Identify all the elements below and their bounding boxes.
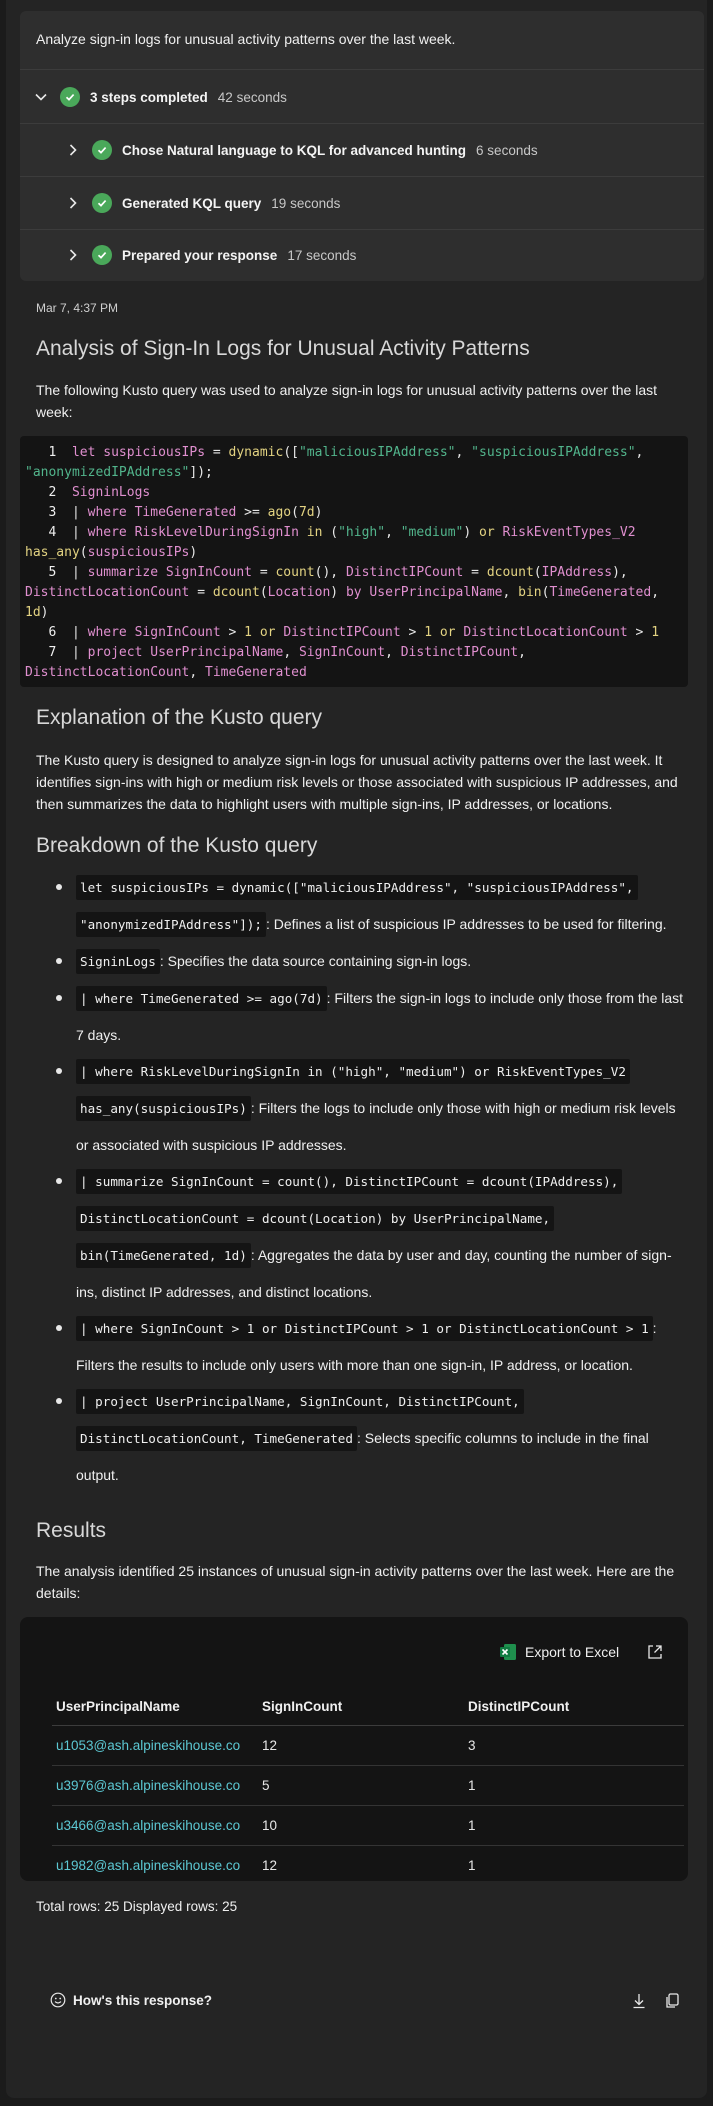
breakdown-list bbox=[36, 869, 686, 1493]
user-prompt: Analyze sign-in logs for unusual activity patterns over the last week. bbox=[36, 31, 456, 47]
code-line: 7 | project UserPrincipalName, SignInCount, DistinctIPCount, DistinctLocationCount, TimeGenerated bbox=[25, 645, 526, 680]
code-line: 5 | summarize SignInCount = count(), DistinctIPCount = dcount(IPAddress), DistinctLocationCount = dcount(Location) by UserPrincipalName, bin(TimeGenerated, 1d) bbox=[25, 565, 660, 620]
check-circle-icon bbox=[60, 87, 80, 107]
table-cell: 12 bbox=[258, 1725, 464, 1765]
chevron-right-icon[interactable] bbox=[66, 143, 80, 157]
step-row[interactable] bbox=[20, 124, 704, 176]
list-item-text: : Aggregates the data by user and day, counting the number of sign-ins, distinct IP addresses, and distinct locations. bbox=[76, 1247, 672, 1300]
kql-code-block[interactable] bbox=[20, 436, 688, 687]
steps-summary-label: 3 steps completed bbox=[90, 89, 208, 105]
user-link[interactable]: u1053@ash.alpineskihouse.co bbox=[52, 1725, 258, 1765]
intro-text: The following Kusto query was used to analyze sign-in logs for unusual activity patterns over the last week: bbox=[36, 382, 657, 420]
excel-icon bbox=[498, 1642, 518, 1662]
list-item-text: : Filters the logs to include only those with high or medium risk levels or associated with suspicious IP addresses. bbox=[76, 1100, 676, 1153]
list-item bbox=[36, 1163, 686, 1310]
table-row bbox=[52, 1765, 684, 1805]
inline-code: | where SignInCount > 1 or DistinctIPCount > 1 or DistinctLocationCount > 1 bbox=[76, 1316, 653, 1341]
user-link[interactable]: u1982@ash.alpineskihouse.co bbox=[56, 1857, 241, 1873]
check-circle-icon bbox=[92, 140, 112, 160]
list-item-text: : Defines a list of suspicious IP addresses to be used for filtering. bbox=[265, 916, 667, 932]
step-label: Prepared your response bbox=[122, 247, 278, 263]
step-row[interactable] bbox=[20, 229, 704, 281]
code-line: 4 | where RiskLevelDuringSignIn in ("high", "medium") or RiskEventTypes_V2 has_any(suspiciousIPs) bbox=[25, 525, 636, 560]
step-time: 6 seconds bbox=[476, 142, 538, 158]
export-label: Export to Excel bbox=[525, 1644, 620, 1660]
steps-summary-row[interactable] bbox=[20, 71, 704, 123]
heading-results: Results bbox=[36, 1519, 107, 1542]
list-item-text: : Filters the results to include only users with more than one sign-in, IP address, or location. bbox=[76, 1320, 657, 1373]
total-rows-text: Total rows: 25 Displayed rows: 25 bbox=[36, 1899, 238, 1914]
list-item bbox=[36, 943, 686, 980]
table-cell: 3 bbox=[464, 1725, 684, 1765]
inline-code: let suspiciousIPs = dynamic(["maliciousIPAddress", "suspiciousIPAddress", "anonymizedIPAddress"]); bbox=[76, 875, 638, 937]
user-link[interactable]: u3976@ash.alpineskihouse.co bbox=[52, 1765, 258, 1805]
table-cell: 10 bbox=[258, 1805, 464, 1845]
list-item bbox=[36, 869, 686, 943]
explanation-text: The Kusto query is designed to analyze sign-in logs for unusual activity patterns over the last week. It identifies sign-ins with high or medium risk levels or those associated with suspicious IP addresses, and then summarizes the data to highlight users with multiple sign-ins, IP addresses, or locations. bbox=[36, 752, 678, 812]
smiley-icon bbox=[50, 1992, 66, 2008]
results-card bbox=[20, 1617, 688, 1881]
column-header[interactable]: UserPrincipalName bbox=[52, 1689, 258, 1725]
list-item-text: : Specifies the data source containing sign-in logs. bbox=[159, 953, 472, 969]
table-cell: 1 bbox=[464, 1805, 684, 1845]
feedback-button[interactable] bbox=[50, 1992, 212, 2008]
divider bbox=[20, 69, 704, 70]
inline-code: | where TimeGenerated >= ago(7d) bbox=[76, 986, 327, 1011]
step-time: 19 seconds bbox=[271, 195, 341, 211]
steps-summary-time: 42 seconds bbox=[217, 89, 287, 105]
step-row[interactable] bbox=[20, 177, 704, 229]
table-cell: 1 bbox=[468, 1857, 476, 1873]
results-intro: The analysis identified 25 instances of unusual sign-in activity patterns over the last week. Here are the details: bbox=[36, 1563, 675, 1601]
chevron-down-icon[interactable] bbox=[34, 90, 48, 104]
results-table bbox=[52, 1689, 684, 1885]
check-circle-icon bbox=[92, 193, 112, 213]
step-label: Chose Natural language to KQL for advanced hunting bbox=[122, 142, 467, 158]
column-header[interactable]: DistinctIPCount bbox=[464, 1689, 684, 1725]
expand-icon[interactable] bbox=[647, 1644, 663, 1660]
code-line: 2 SigninLogs bbox=[48, 485, 151, 500]
steps-card bbox=[20, 11, 704, 281]
heading-analysis: Analysis of Sign-In Logs for Unusual Activity Patterns bbox=[36, 337, 530, 360]
list-item-text: : Filters the sign-in logs to include only those from the last 7 days. bbox=[76, 990, 684, 1043]
table-cell: 5 bbox=[258, 1765, 464, 1805]
table-cell: 1 bbox=[464, 1765, 684, 1805]
download-icon[interactable] bbox=[631, 1992, 647, 2010]
response-timestamp: Mar 7, 4:37 PM bbox=[36, 301, 119, 315]
table-row bbox=[52, 1805, 684, 1845]
table-header-row bbox=[52, 1689, 684, 1725]
list-item bbox=[36, 980, 686, 1053]
table-row bbox=[52, 1725, 684, 1765]
code-line: 3 | where TimeGenerated >= ago(7d) bbox=[48, 505, 323, 520]
feedback-label: How's this response? bbox=[73, 1992, 212, 2008]
step-time: 17 seconds bbox=[287, 247, 357, 263]
inline-code: | where RiskLevelDuringSignIn in ("high", "medium") or RiskEventTypes_V2 has_any(suspiciousIPs) bbox=[76, 1059, 630, 1121]
column-header[interactable]: SignInCount bbox=[258, 1689, 464, 1725]
copy-icon[interactable] bbox=[664, 1992, 680, 2010]
list-item-text: : Selects specific columns to include in the final output. bbox=[76, 1430, 649, 1483]
inline-code: | project UserPrincipalName, SignInCount, DistinctIPCount, DistinctLocationCount, TimeGenerated bbox=[76, 1389, 524, 1451]
list-item bbox=[36, 1053, 686, 1163]
check-circle-icon bbox=[92, 245, 112, 265]
list-item bbox=[36, 1383, 686, 1493]
table-cell: 12 bbox=[262, 1857, 278, 1873]
chevron-right-icon[interactable] bbox=[66, 196, 80, 210]
inline-code: SigninLogs bbox=[76, 949, 160, 974]
code-line: 6 | where SignInCount > 1 or DistinctIPCount > 1 or DistinctLocationCount > 1 bbox=[48, 625, 660, 640]
export-to-excel-button[interactable] bbox=[498, 1642, 619, 1662]
code-line: 1 let suspiciousIPs = dynamic(["maliciousIPAddress", "suspiciousIPAddress", "anonymizedIPAddress"]); bbox=[25, 445, 644, 480]
step-label: Generated KQL query bbox=[122, 195, 262, 211]
heading-explanation: Explanation of the Kusto query bbox=[36, 706, 323, 729]
inline-code: | summarize SignInCount = count(), DistinctIPCount = dcount(IPAddress), DistinctLocationCount = dcount(Location) by UserPrincipalName, bin(TimeGenerated, 1d) bbox=[76, 1169, 622, 1268]
response-panel bbox=[6, 0, 707, 2098]
heading-breakdown: Breakdown of the Kusto query bbox=[36, 834, 318, 857]
list-item bbox=[36, 1310, 686, 1383]
table-row bbox=[52, 1845, 684, 1885]
user-link[interactable]: u3466@ash.alpineskihouse.co bbox=[52, 1805, 258, 1845]
chevron-right-icon[interactable] bbox=[66, 248, 80, 262]
